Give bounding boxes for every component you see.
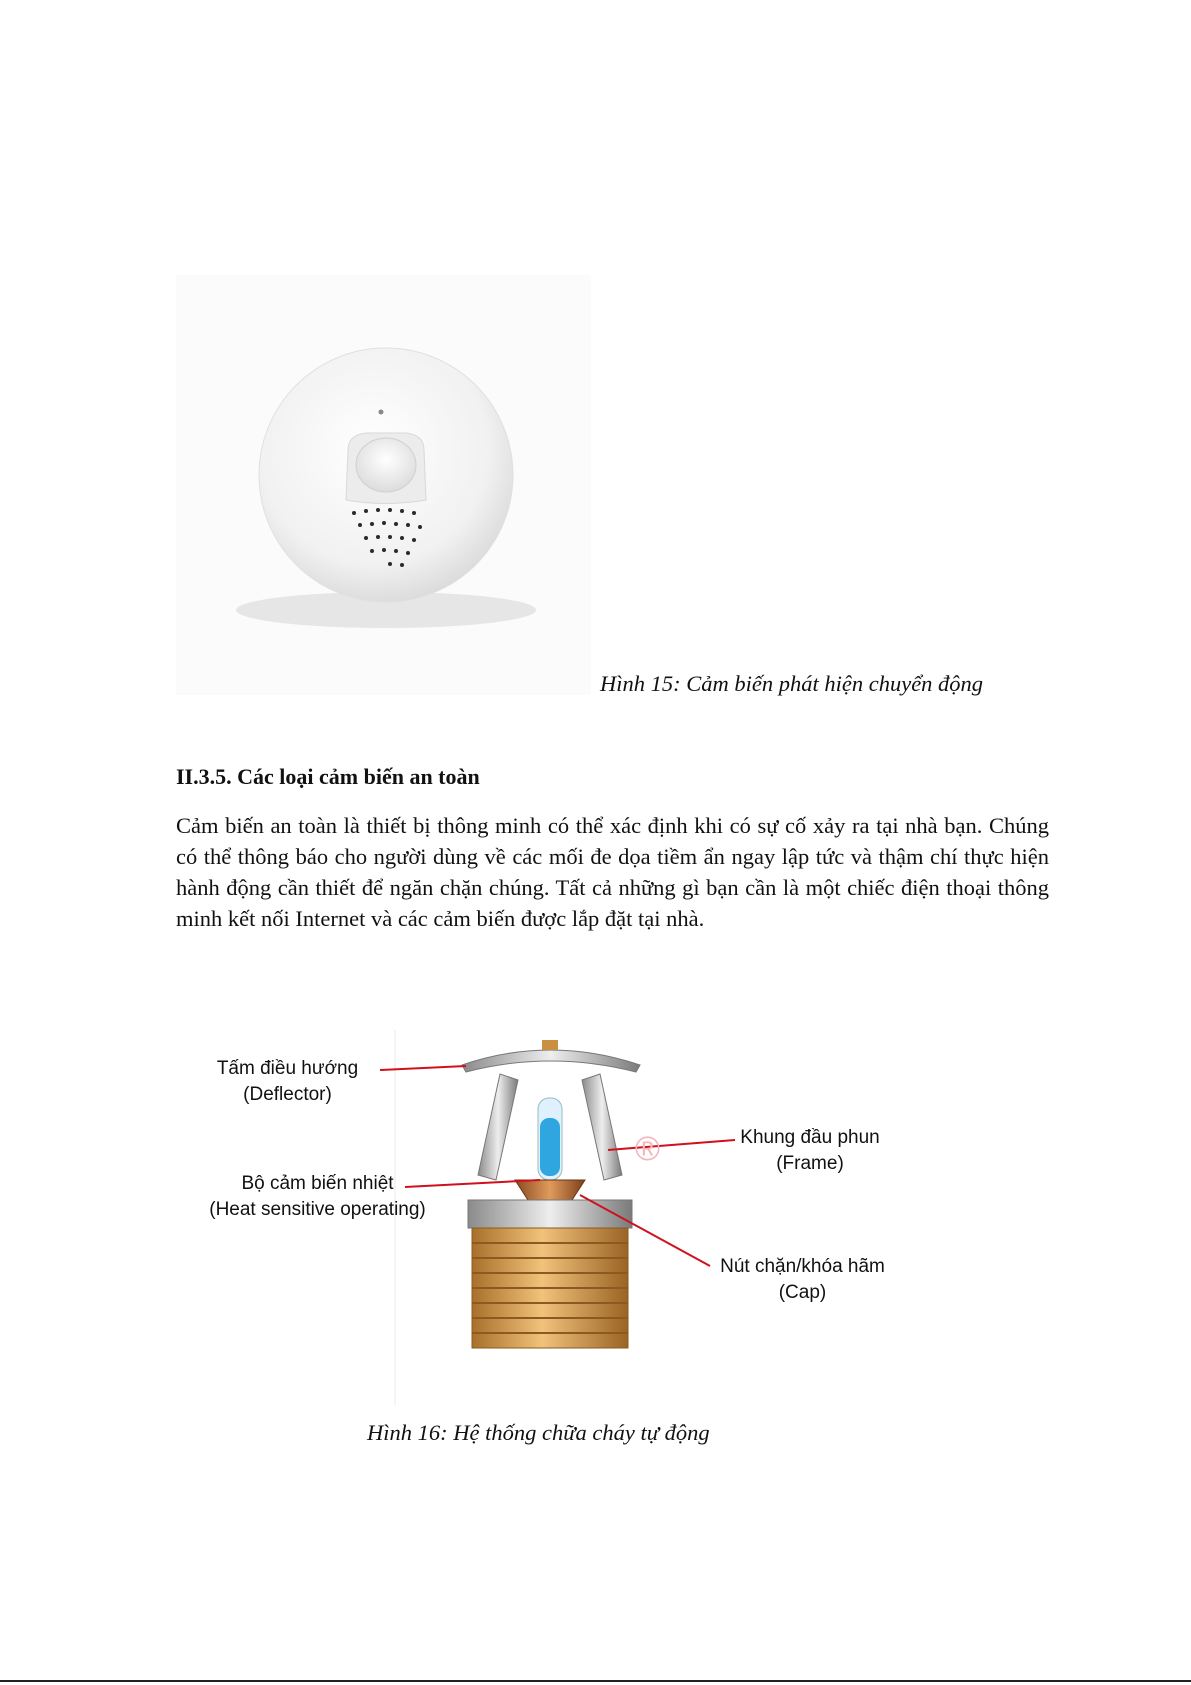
heat-sensor-label-vi: Bộ cảm biến nhiệt [241, 1173, 394, 1194]
motion-sensor-icon [176, 275, 591, 695]
page-bottom-rule [0, 1680, 1191, 1682]
registered-watermark: ® [635, 1130, 661, 1168]
heat-sensor-label [195, 1171, 440, 1223]
figure-16-caption: Hình 16: Hệ thống chữa cháy tự động [367, 1420, 710, 1445]
section-body-paragraph: Cảm biến an toàn là thiết bị thông minh có thể xác định khi có sự cố xảy ra tại nhà bạn. Chúng có thể thông báo cho người dùng về các mối đe dọa tiềm ẩn ngay lập tức và thậm chí thực hiện hành động cần thiết để ngăn chặn chúng. Tất cả những gì bạn cần là một chiếc điện thoại thông minh kết nối Internet và các cảm biến được lắp đặt tại nhà. [176, 813, 1049, 931]
deflector-label [200, 1056, 375, 1108]
frame-label-vi: Khung đầu phun [740, 1127, 880, 1148]
deflector-label-vi: Tấm điều hướng [216, 1058, 359, 1079]
figure-15-caption: Hình 15: Cảm biến phát hiện chuyển động [600, 671, 984, 696]
section-heading: II.3.5. Các loại cảm biến an toàn [176, 764, 480, 789]
sprinkler-diagram [200, 1030, 940, 1405]
heat-sensor-label-en: (Heat sensitive operating) [209, 1199, 426, 1220]
cap-label-en: (Cap) [778, 1282, 827, 1303]
motion-sensor-image [176, 275, 591, 695]
deflector-label-en: (Deflector) [243, 1084, 332, 1105]
frame-label [730, 1125, 890, 1177]
frame-label-en: (Frame) [776, 1153, 844, 1174]
cap-label-vi: Nút chặn/khóa hãm [720, 1256, 885, 1277]
cap-label [710, 1254, 895, 1306]
